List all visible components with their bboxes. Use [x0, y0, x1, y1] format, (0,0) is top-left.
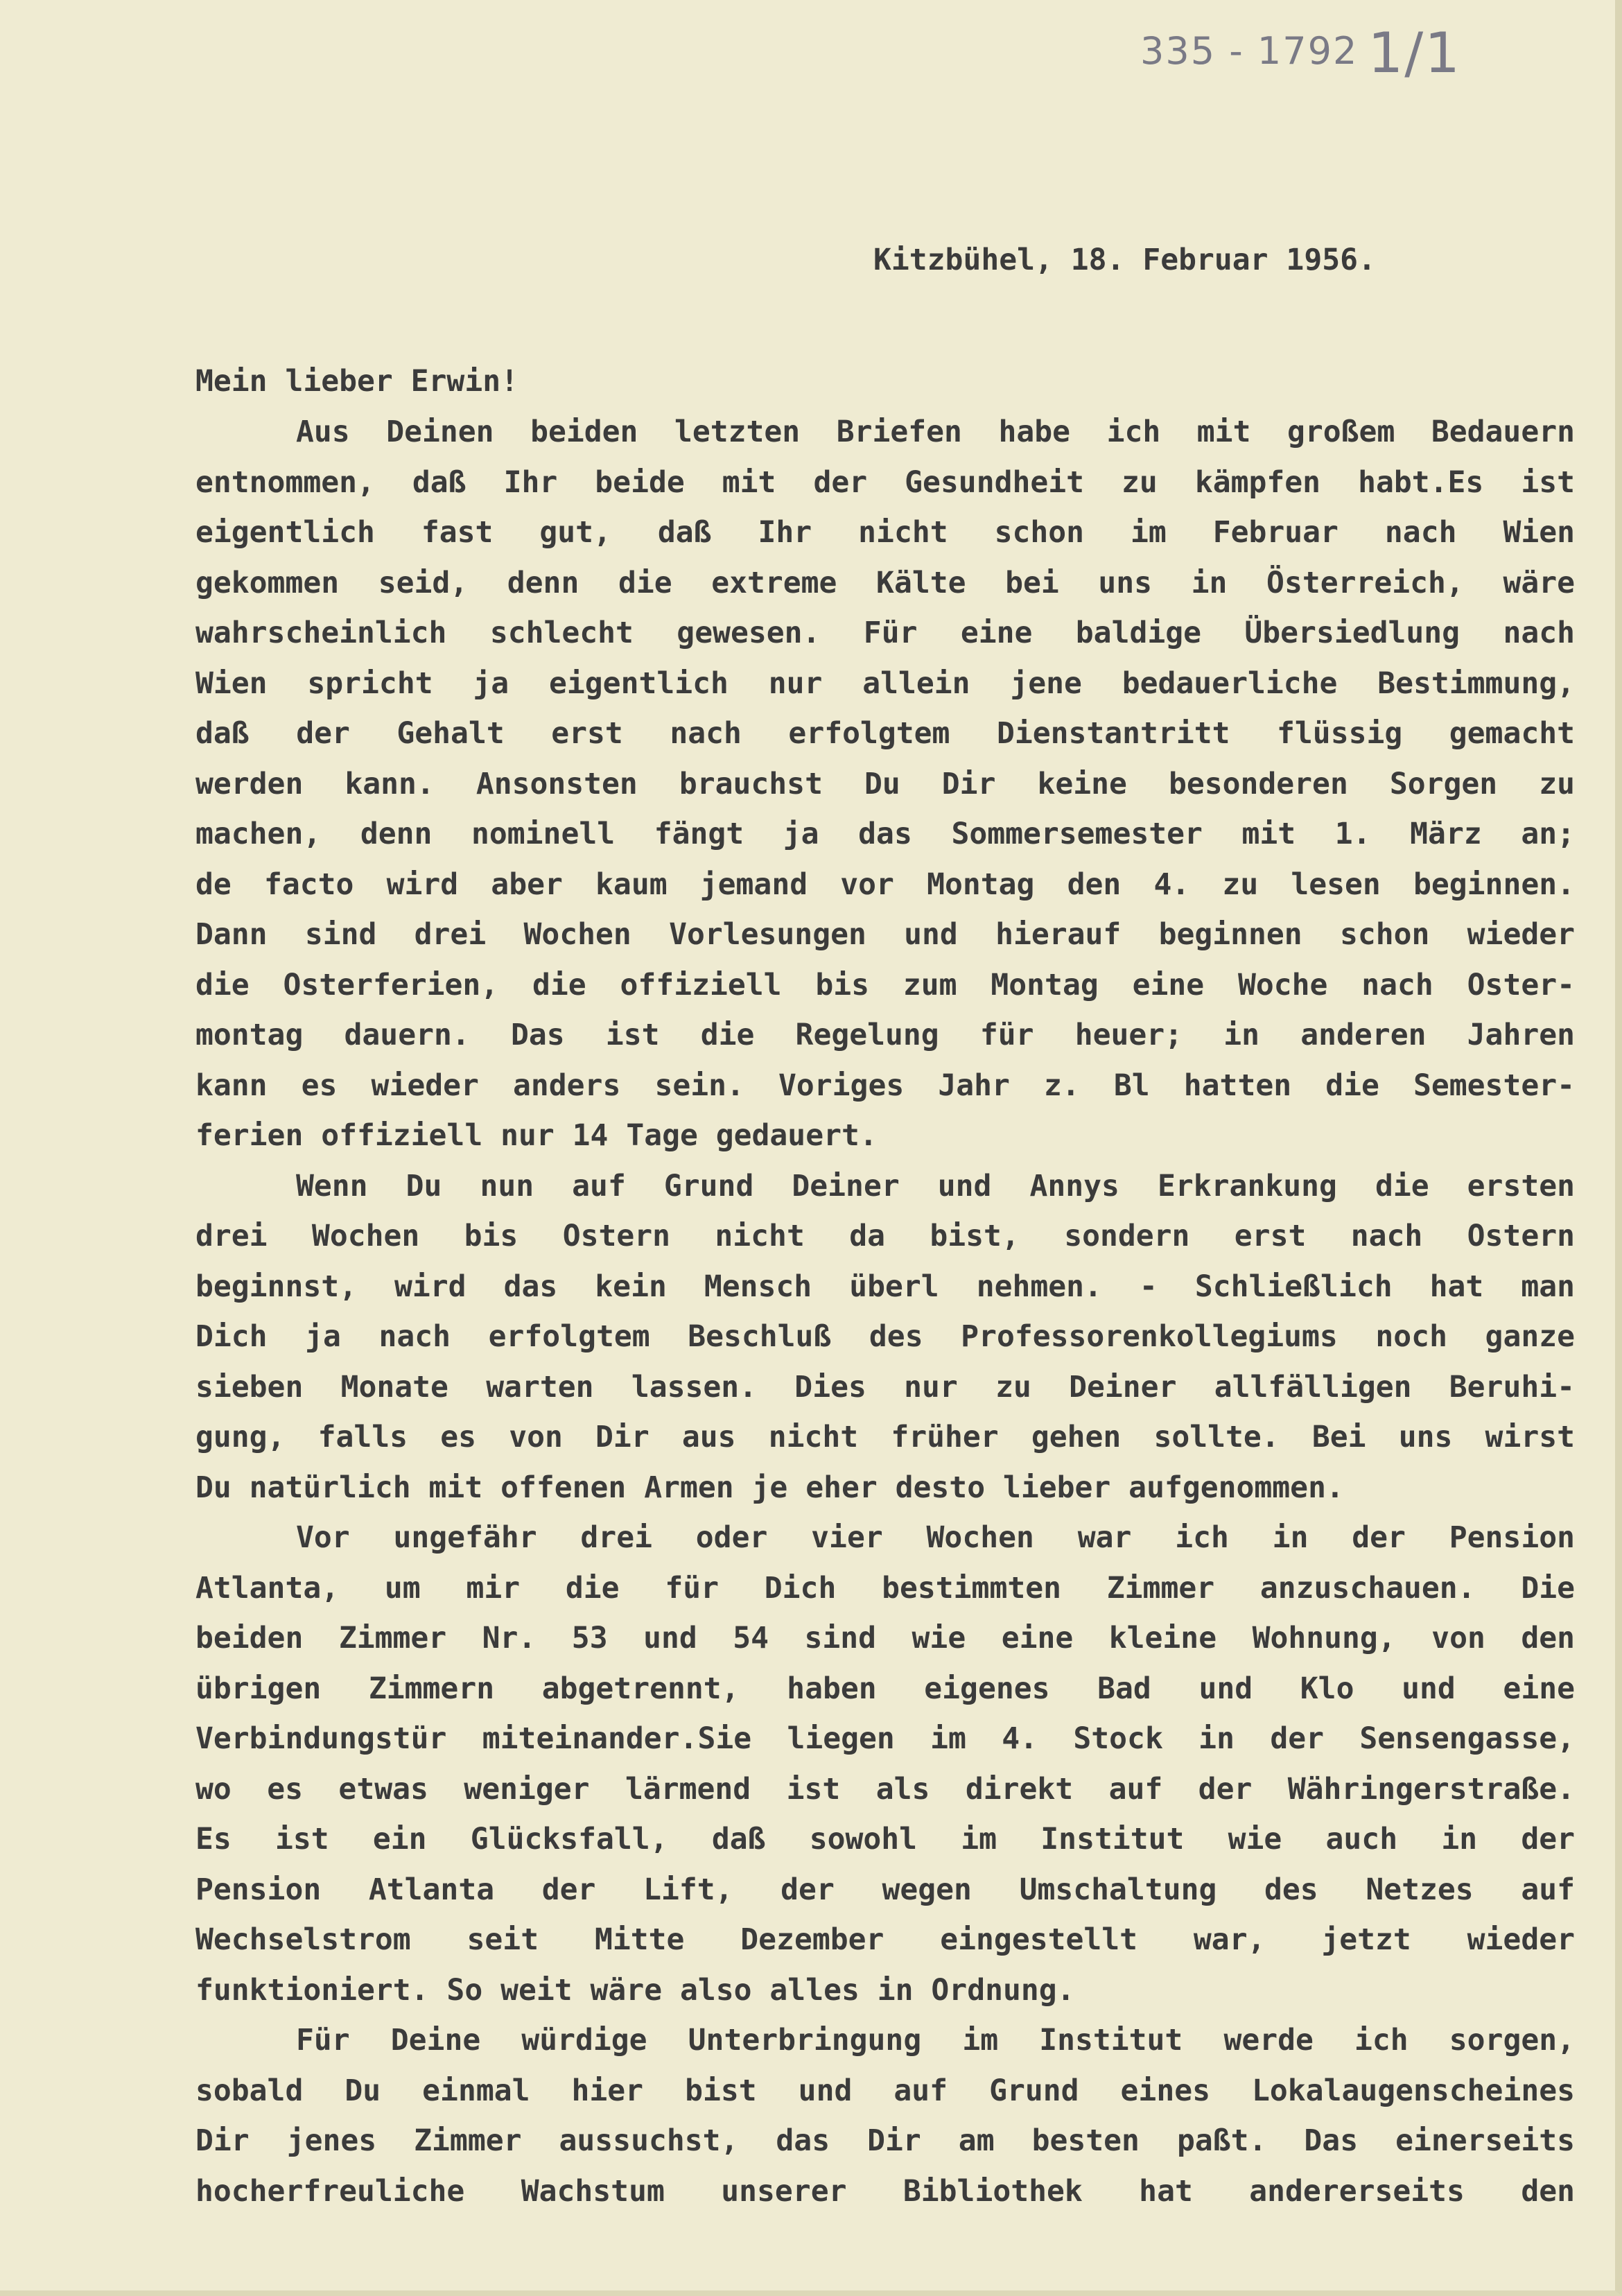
body-line: sobald Du einmal hier bist und auf Grund eines Lokalaugenscheines [195, 2073, 1575, 2108]
body-line: beiden Zimmer Nr. 53 und 54 sind wie eine kleine Wohnung, von den [195, 1621, 1575, 1655]
body-line: wo es etwas weniger lärmend ist als direkt auf der Währingerstraße. [195, 1771, 1575, 1807]
body-line: Dich ja nach erfolgtem Beschluß des Professorenkollegiums noch ganze [195, 1319, 1575, 1354]
body-line: gekommen seid, denn die extreme Kälte bei uns in Österreich, wäre [195, 565, 1575, 600]
body-line: Für Deine würdige Unterbringung im Institut werde ich sorgen, [296, 2023, 1575, 2058]
body-line: kann es wieder anders sein. Voriges Jahr z. Bl hatten die Semester- [195, 1068, 1575, 1103]
body-line: Dir jenes Zimmer aussuchst, das Dir am besten paßt. Das einerseits [195, 2123, 1575, 2158]
body-line: Pension Atlanta der Lift, der wegen Umschaltung des Netzes auf [195, 1872, 1575, 1907]
body-line: montag dauern. Das ist die Regelung für heuer; in anderen Jahren [195, 1018, 1575, 1052]
body-line: Wechselstrom seit Mitte Dezember eingestellt war, jetzt wieder [195, 1922, 1575, 1957]
salutation: Mein lieber Erwin! [195, 364, 518, 399]
body-line: Aus Deinen beiden letzten Briefen habe ich mit großem Bedauern [296, 415, 1575, 449]
body-line: Dann sind drei Wochen Vorlesungen und hierauf beginnen schon wieder [195, 917, 1575, 952]
archive-page-suffix: 1/1 [1368, 21, 1462, 85]
body-line: Es ist ein Glücksfall, daß sowohl im Institut wie auch in der [195, 1822, 1575, 1856]
body-line: hocherfreuliche Wachstum unserer Bibliothek hat andererseits den [195, 2173, 1575, 2209]
body-line: wahrscheinlich schlecht gewesen. Für eine baldige Übersiedlung nach [195, 616, 1575, 650]
body-line: Wenn Du nun auf Grund Deiner und Annys Erkrankung die ersten [296, 1168, 1575, 1203]
body-line: de facto wird aber kaum jemand vor Montag den 4. zu lesen beginnen. [195, 867, 1575, 902]
body-line: gung, falls es von Dir aus nicht früher gehen sollte. Bei uns wirst [195, 1420, 1575, 1454]
archive-reference-mark [1140, 21, 1461, 85]
body-line: Wien spricht ja eigentlich nur allein jene bedauerliche Bestimmung, [195, 666, 1575, 701]
body-line: entnommen, daß Ihr beide mit der Gesundheit zu kämpfen habt.Es ist [195, 464, 1575, 500]
body-line: eigentlich fast gut, daß Ihr nicht schon im Februar nach Wien [195, 515, 1575, 550]
body-line: ferien offiziell nur 14 Tage gedauert. [195, 1118, 878, 1153]
archive-number: 335 - 1792 [1140, 29, 1359, 73]
body-line: daß der Gehalt erst nach erfolgtem Dienstantritt flüssig gemacht [195, 716, 1575, 751]
body-line: sieben Monate warten lassen. Dies nur zu Deiner allfälligen Beruhi- [195, 1369, 1575, 1404]
body-line: beginnst, wird das kein Mensch überl nehmen. - Schließlich hat man [195, 1269, 1575, 1304]
body-line: die Osterferien, die offiziell bis zum Montag eine Woche nach Oster- [195, 967, 1575, 1002]
body-line: Atlanta, um mir die für Dich bestimmten Zimmer anzuschauen. Die [195, 1570, 1575, 1606]
body-line: drei Wochen bis Ostern nicht da bist, sondern erst nach Ostern [195, 1219, 1575, 1253]
body-line: Du natürlich mit offenen Armen je eher desto lieber aufgenommen. [195, 1470, 1344, 1505]
body-line: Verbindungstür miteinander.Sie liegen im 4. Stock in der Sensengasse, [195, 1721, 1575, 1756]
body-line: machen, denn nominell fängt ja das Sommersemester mit 1. März an; [195, 817, 1575, 851]
body-line: funktioniert. So weit wäre also alles in Ordnung. [195, 1972, 1075, 2008]
body-line: werden kann. Ansonsten brauchst Du Dir keine besonderen Sorgen zu [195, 766, 1575, 801]
body-line: übrigen Zimmern abgetrennt, haben eigenes Bad und Klo und eine [195, 1671, 1575, 1706]
letter-body [195, 415, 1575, 2224]
body-line: Vor ungefähr drei oder vier Wochen war ich in der Pension [296, 1520, 1575, 1555]
dateline: Kitzbühel, 18. Februar 1956. [873, 243, 1376, 277]
